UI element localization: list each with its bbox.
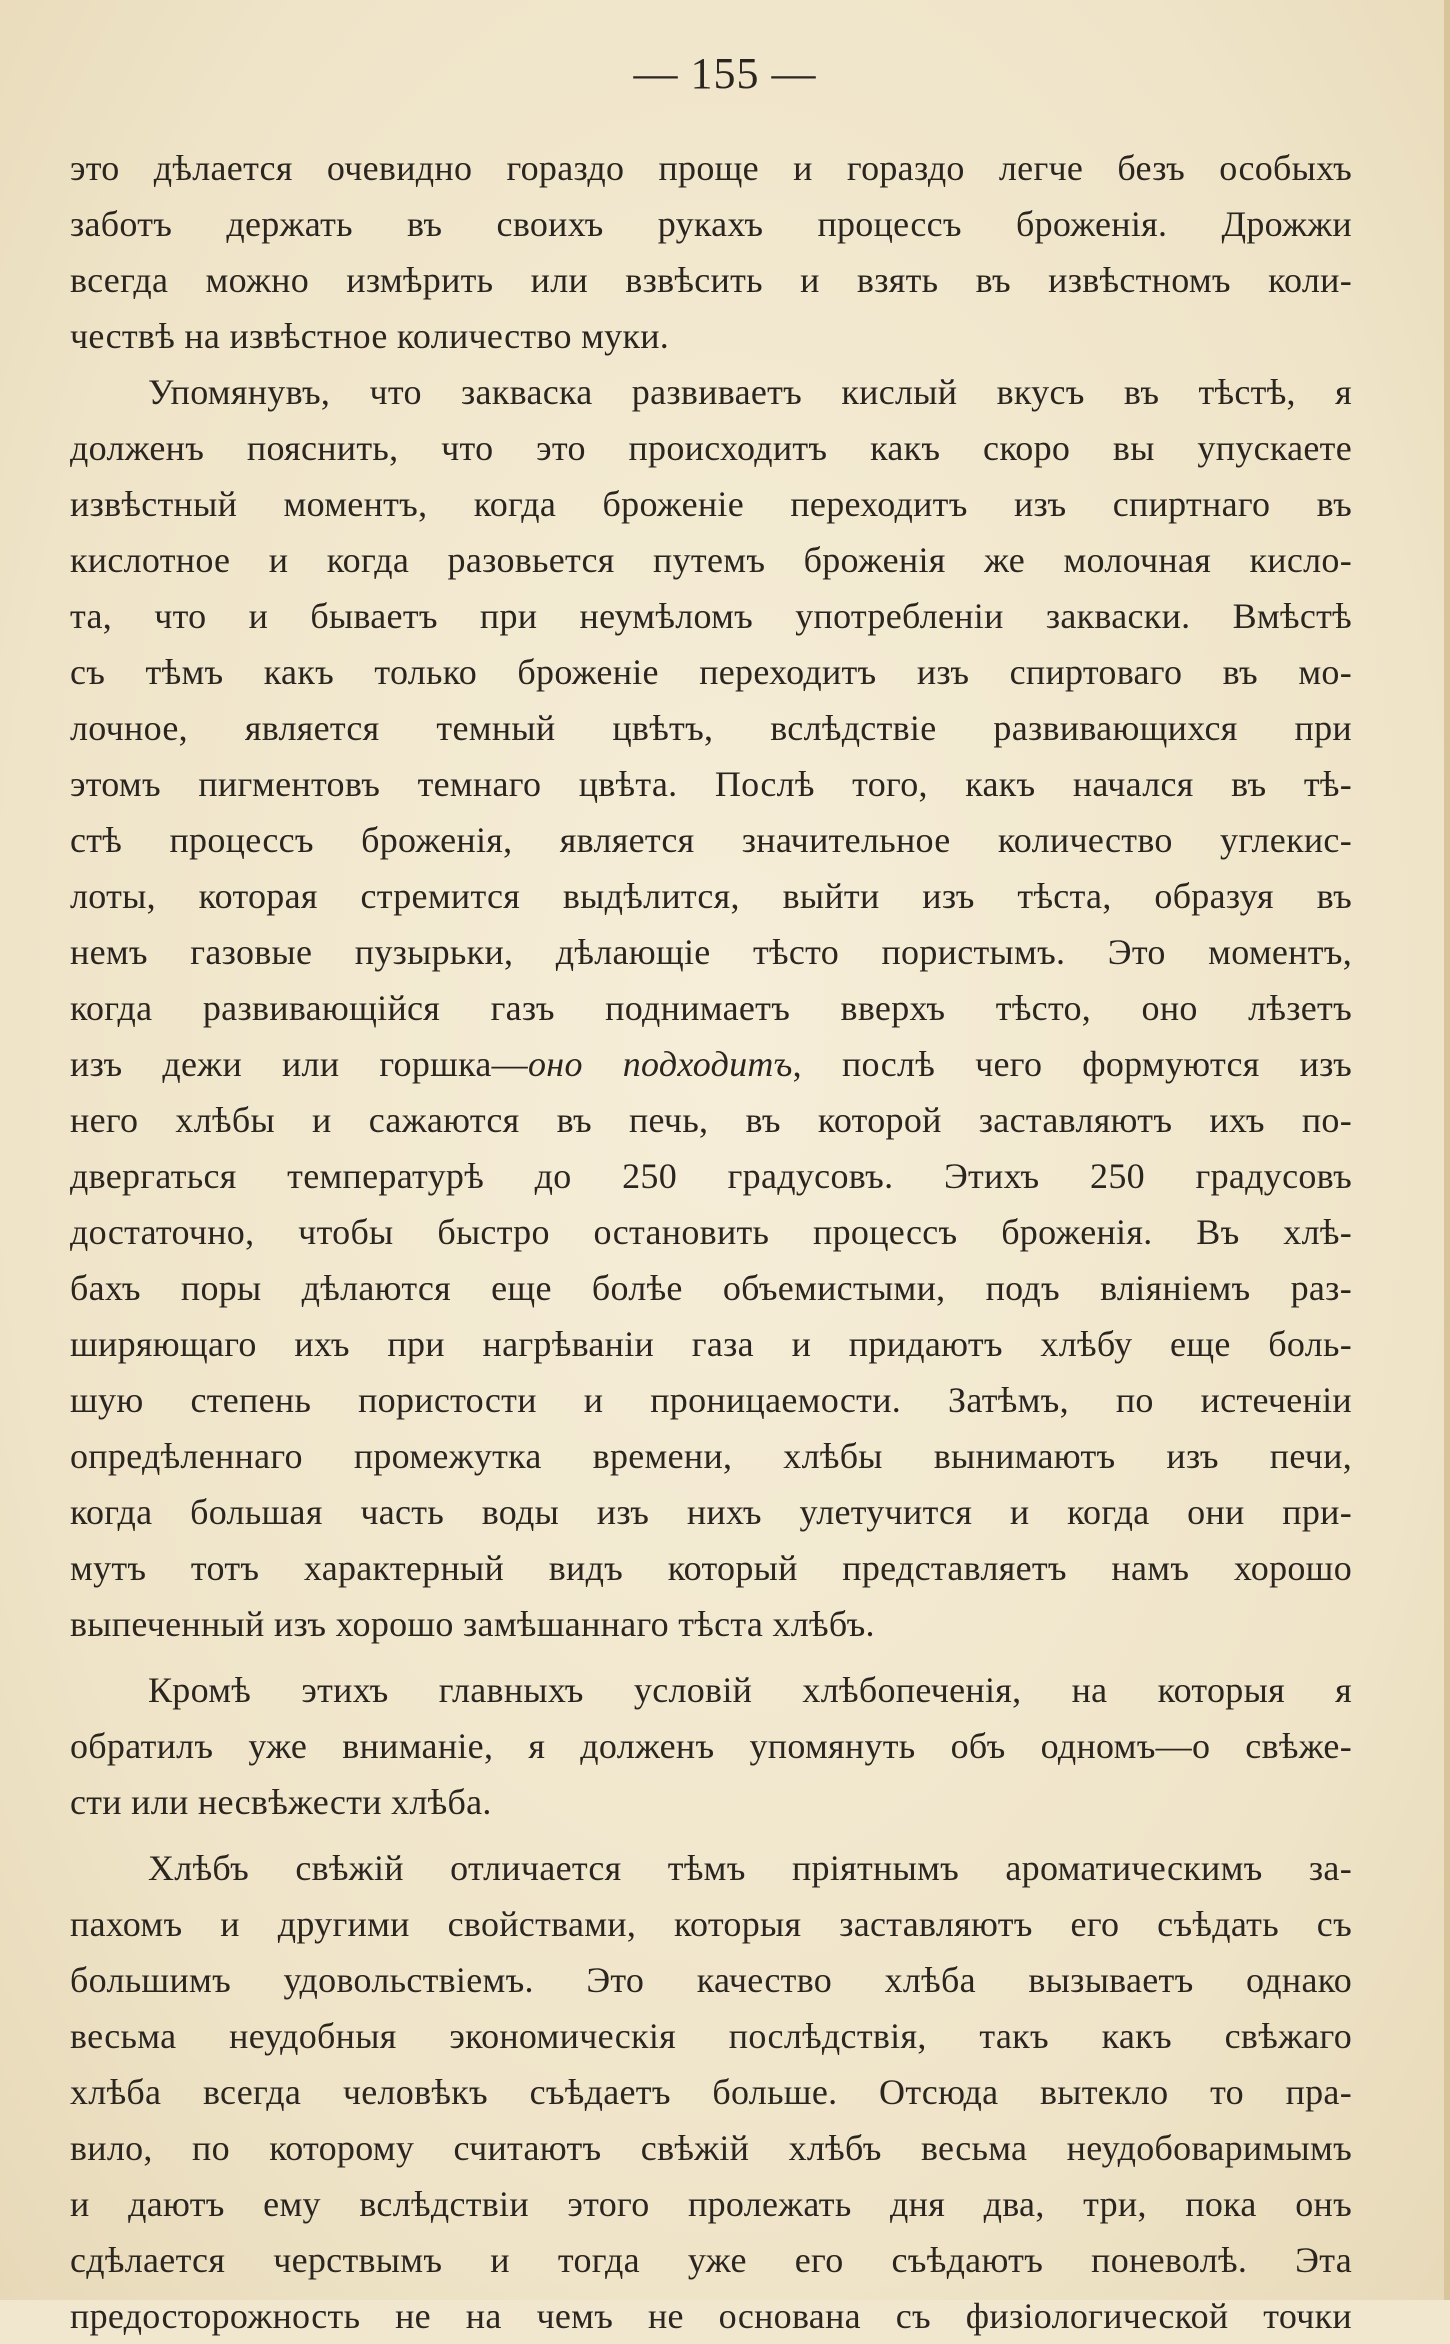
italic-phrase: оно подходитъ xyxy=(527,1044,793,1084)
text-line: Упомянувъ, что закваска развиваетъ кислый вкусъ въ тѣстѣ, я xyxy=(148,372,1352,412)
text-line: мутъ тотъ характерный видъ который представляетъ намъ хорошо xyxy=(70,1548,1352,1588)
text-line: хлѣба всегда человѣкъ съѣдаетъ больше. Отсюда вытекло то пра- xyxy=(70,2072,1352,2112)
text-line: заботъ держать въ своихъ рукахъ процессъ броженія. Дрожжи xyxy=(70,204,1352,244)
text-line: вило, по которому считаютъ свѣжій хлѣбъ весьма неудобоваримымъ xyxy=(70,2128,1352,2168)
text-line: лоты, которая стремится выдѣлится, выйти изъ тѣста, образуя въ xyxy=(70,876,1352,916)
text-line: бахъ поры дѣлаются еще болѣе объемистыми, подъ вліяніемъ раз- xyxy=(70,1268,1352,1308)
text-line: двергаться температурѣ до 250 градусовъ. Этихъ 250 градусовъ xyxy=(70,1156,1352,1196)
text-line: обратилъ уже вниманіе, я долженъ упомянуть объ одномъ—о свѣже- xyxy=(70,1726,1352,1766)
text-line: всегда можно измѣрить или взвѣсить и взять въ извѣстномъ коли- xyxy=(70,260,1352,300)
text-line: достаточно, чтобы быстро остановить процессъ броженія. Въ хлѣ- xyxy=(70,1212,1352,1252)
body-text xyxy=(70,140,1352,2344)
text-line: него хлѣбы и сажаются въ печь, въ которой заставляютъ ихъ по- xyxy=(70,1100,1352,1140)
text-segment: изъ дежи или горшка— xyxy=(70,1044,528,1084)
text-line: чествѣ на извѣстное количество муки. xyxy=(70,316,670,356)
text-line: стѣ процессъ броженія, является значительное количество углекис- xyxy=(70,820,1352,860)
page-number: — 155 — xyxy=(633,49,817,98)
text-line: опредѣленнаго промежутка времени, хлѣбы вынимаютъ изъ печи, xyxy=(70,1436,1352,1476)
paragraph-gap xyxy=(70,1652,1352,1662)
text-line: кислотное и когда разовьется путемъ броженія же молочная кисло- xyxy=(70,540,1352,580)
page-edge xyxy=(1444,0,1450,2300)
text-line: когда большая часть воды изъ нихъ улетучится и когда они при- xyxy=(70,1492,1352,1532)
text-line: пахомъ и другими свойствами, которыя заставляютъ его съѣдать съ xyxy=(70,1904,1352,1944)
text-line: немъ газовые пузырьки, дѣлающіе тѣсто пористымъ. Это моментъ, xyxy=(70,932,1352,972)
text-line: когда развивающійся газъ поднимаетъ вверхъ тѣсто, оно лѣзетъ xyxy=(70,988,1352,1028)
text-line: извѣстный моментъ, когда броженіе переходитъ изъ спиртнаго въ xyxy=(70,484,1352,524)
text-line: и даютъ ему вслѣдствіи этого пролежать дня два, три, пока онъ xyxy=(70,2184,1352,2224)
text-line: долженъ пояснить, что это происходитъ какъ скоро вы упускаете xyxy=(70,428,1352,468)
text-line: это дѣлается очевидно гораздо проще и гораздо легче безъ особыхъ xyxy=(70,148,1352,188)
text-line: выпеченный изъ хорошо замѣшаннаго тѣста хлѣбъ. xyxy=(70,1604,875,1644)
text-line: сдѣлается черствымъ и тогда уже его съѣдаютъ поневолѣ. Эта xyxy=(70,2240,1352,2280)
text-line: Кромѣ этихъ главныхъ условій хлѣбопеченія, на которыя я xyxy=(148,1670,1352,1710)
text-line: лочное, является темный цвѣтъ, вслѣдствіе развивающихся при xyxy=(70,708,1352,748)
text-line: съ тѣмъ какъ только броженіе переходитъ изъ спиртоваго въ мо- xyxy=(70,652,1352,692)
text-line-with-italic xyxy=(70,1036,1352,1092)
text-line: та, что и бываетъ при неумѣломъ употребленіи закваски. Вмѣстѣ xyxy=(70,596,1352,636)
paragraph-gap xyxy=(70,1830,1352,1840)
text-line: этомъ пигментовъ темнаго цвѣта. Послѣ того, какъ начался въ тѣ- xyxy=(70,764,1352,804)
text-line: сти или несвѣжести хлѣба. xyxy=(70,1782,492,1822)
text-line: Хлѣбъ свѣжій отличается тѣмъ пріятнымъ ароматическимъ за- xyxy=(148,1848,1352,1888)
text-line: ширяющаго ихъ при нагрѣваніи газа и придаютъ хлѣбу еще боль- xyxy=(70,1324,1352,1364)
text-line: предосторожность не на чемъ не основана съ физіологической точки xyxy=(70,2296,1352,2336)
text-segment: , послѣ чего формуются изъ xyxy=(792,1044,1352,1084)
text-line: шую степень пористости и проницаемости. Затѣмъ, по истеченіи xyxy=(70,1380,1352,1420)
text-line: весьма неудобныя экономическія послѣдствія, такъ какъ свѣжаго xyxy=(70,2016,1352,2056)
text-line: большимъ удовольствіемъ. Это качество хлѣба вызываетъ однако xyxy=(70,1960,1352,2000)
